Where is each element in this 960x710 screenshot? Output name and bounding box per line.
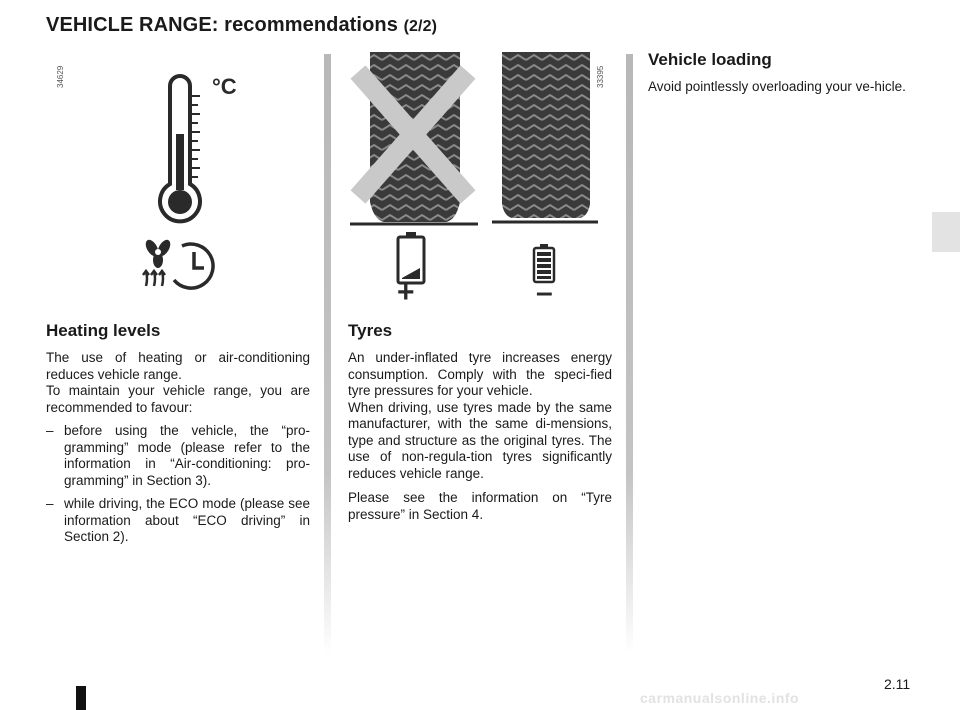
list-item (46, 496, 310, 546)
figure-code-left: 34629 (56, 65, 65, 88)
loading-heading: Vehicle loading (648, 50, 772, 69)
heating-heading: Heating levels (46, 321, 161, 340)
column-divider-right (626, 54, 633, 654)
heating-paragraph-2: To maintain your vehicle range, you are recommended to favour: (46, 383, 310, 415)
page-part-indicator: (2/2) (403, 18, 438, 35)
list-item-text: before using the vehicle, the “pro-gramming” mode (please refer to the information in “Air-conditioning: pro-gramming” in Section 3). (64, 423, 310, 488)
page-title-text: VEHICLE RANGE: recommendations (46, 14, 398, 36)
watermark: carmanualsonline.info (640, 690, 800, 706)
tyres-heading: Tyres (348, 321, 393, 340)
list-dash: – (46, 496, 54, 511)
list-item (46, 423, 310, 489)
loading-section (648, 79, 912, 96)
heating-section (46, 350, 310, 546)
edge-marker (76, 686, 86, 710)
tyres-section (348, 350, 612, 523)
celsius-label: °C (212, 74, 237, 99)
tyres-paragraph-3: Please see the information on “Tyre pressure” in Section 4. (348, 490, 612, 522)
section-tab (932, 212, 960, 252)
tyres-paragraph-2: When driving, use tyres made by the same manufacturer, with the same di-mensions, type and structure as the original tyres. The use of non-regula-tion tyres significantly reduces vehicle range. (348, 399, 612, 481)
heating-paragraph-1: The use of heating or air-conditioning reduces vehicle range. (46, 350, 310, 382)
list-item-text: while driving, the ECO mode (please see information about “ECO driving” in Section 2). (64, 496, 310, 544)
plus-sign: + (397, 276, 415, 309)
loading-paragraph-1: Avoid pointlessly overloading your ve-hicle. (648, 79, 906, 94)
column-divider-left (324, 54, 331, 654)
figure-code-right: 33395 (596, 65, 605, 88)
fan-programming-icon (138, 238, 218, 294)
tyres-illustration (350, 52, 610, 307)
tyres-paragraph-1: An under-inflated tyre increases energy consumption. Comply with the speci-fied tyre pressures for your vehicle. (348, 350, 612, 398)
page-number: 2.11 (884, 676, 911, 692)
page-title (46, 14, 437, 37)
minus-sign: – (536, 276, 553, 309)
list-dash: – (46, 423, 54, 438)
correct-tyre-icon (502, 52, 590, 218)
